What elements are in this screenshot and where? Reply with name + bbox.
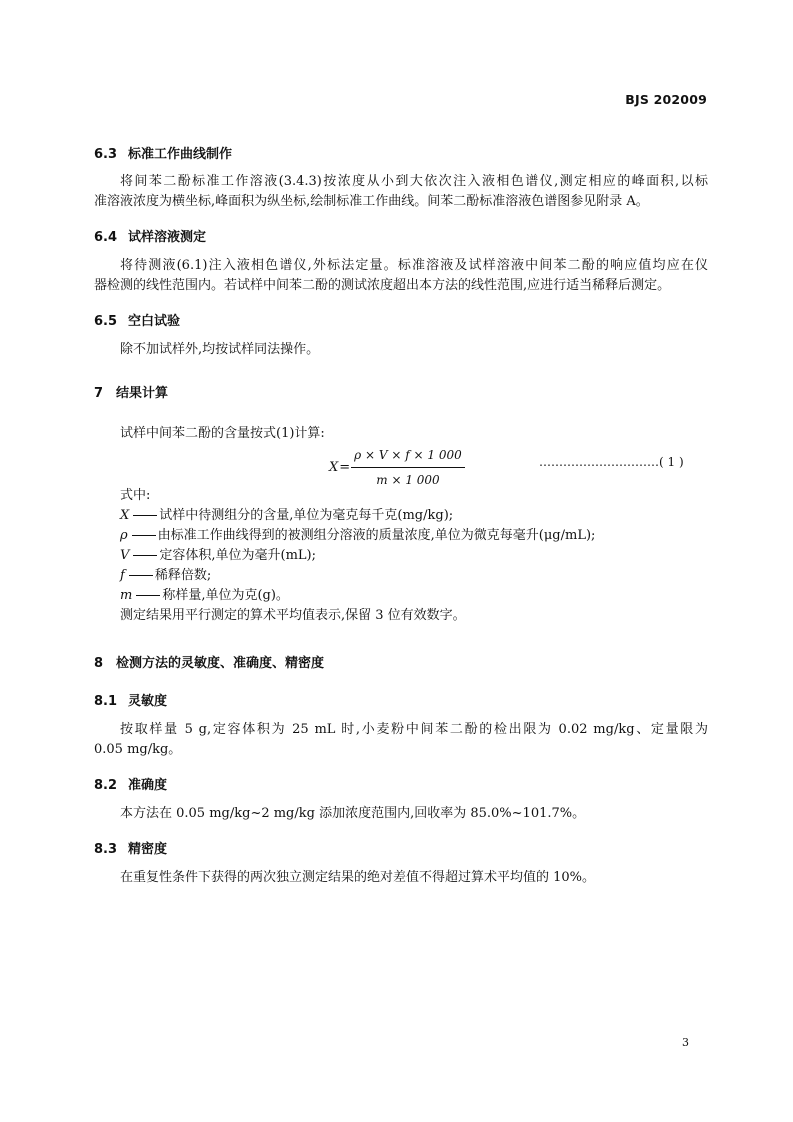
section-number: 6.3 [94,147,118,162]
variable-description: 称样量,单位为克(g)。 [162,588,289,603]
section-number: 6.4 [94,230,118,245]
equation-number: ( 1 ) [659,455,684,469]
formula-lhs: X [329,459,339,475]
section-title: 空白试验 [128,314,181,329]
section-6-4-heading [94,226,206,245]
formula-number [539,452,684,472]
section-title: 标准工作曲线制作 [128,147,233,162]
s63-line1: 将间苯二酚标准工作溶液(3.4.3)按浓度从小到大依次注入液相色谱仪,测定相应的峰面积,以标 [120,174,708,189]
em-dash [133,515,157,516]
variable-row [120,506,453,526]
section-title: 准确度 [128,778,168,793]
variable-row [120,586,289,606]
section-number: 8.1 [94,694,118,709]
section-number: 6.5 [94,314,118,329]
variable-symbol: ρ [120,528,128,543]
variable-symbol: f [120,568,125,583]
variable-symbol: m [120,588,133,603]
s82-line1: 本方法在 0.05 mg/kg~2 mg/kg 添加浓度范围内,回收率为 85.0%~101.7%。 [120,806,586,821]
variable-description: 试样中待测组分的含量,单位为毫克每千克(mg/kg); [159,508,454,523]
s83-line1: 在重复性条件下获得的两次独立测定结果的绝对差值不得超过算术平均值的 10%。 [120,870,596,885]
section-8-1-heading [94,690,167,709]
section-7-heading [94,382,168,401]
section-number: 7 [94,386,104,401]
variable-row [120,566,211,586]
section-8-heading [94,652,324,671]
variable-description: 定容体积,单位为毫升(mL); [159,548,317,563]
variable-symbol: V [120,548,130,563]
formula-numerator: ρ × V × f × 1 000 [351,445,465,468]
section-title: 试样溶液测定 [128,230,207,245]
section-number: 8 [94,656,104,671]
section-8-3-heading [94,838,167,857]
em-dash [136,595,160,596]
s81-line2: 0.05 mg/kg。 [94,742,182,757]
section-number: 8.2 [94,778,118,793]
formula-fraction [351,445,465,490]
section-title: 结果计算 [116,386,169,401]
em-dash [129,575,153,576]
formula-equals: = [339,459,351,475]
section-number: 8.3 [94,842,118,857]
s81-line1: 按取样量 5 g,定容体积为 25 mL 时,小麦粉中间苯二酚的检出限为 0.02 mg/kg、定量限为 [120,722,708,737]
variable-description: 由标准工作曲线得到的被测组分溶液的质量浓度,单位为微克每毫升(μg/mL); [157,528,596,543]
variable-symbol: X [120,508,130,523]
em-dash [133,555,157,556]
s65-line1: 除不加试样外,均按试样同法操作。 [120,342,320,357]
em-dash [132,535,156,536]
s64-line1: 将待测液(6.1)注入液相色谱仪,外标法定量。标准溶液及试样溶液中间苯二酚的响应值均应在仪 [120,258,708,273]
variable-row [120,546,316,566]
variable-description: 稀释倍数; [154,568,212,583]
section-title: 灵敏度 [128,694,168,709]
formula-intro: 试样中间苯二酚的含量按式(1)计算: [120,426,325,441]
section-6-3-heading [94,143,232,162]
document-code: BJS 202009 [625,92,707,107]
where-label: 式中: [120,488,151,503]
section-8-2-heading [94,774,167,793]
s63-line2: 准溶液浓度为横坐标,峰面积为纵坐标,绘制标准工作曲线。间苯二酚标准溶液色谱图参见附录 A。 [94,194,649,209]
s64-line2: 器检测的线性范围内。若试样中间苯二酚的测试浓度超出本方法的线性范围,应进行适当稀释后测定。 [94,278,671,293]
section-title: 检测方法的灵敏度、准确度、精密度 [116,656,325,671]
variable-row [120,526,595,546]
section-title: 精密度 [128,842,168,857]
formula [329,445,465,490]
formula-denominator: m × 1 000 [376,473,440,487]
page-number: 3 [682,1036,689,1049]
result-note: 测定结果用平行测定的算术平均值表示,保留 3 位有效数字。 [120,608,466,623]
section-6-5-heading [94,310,180,329]
formula-leader: ………………………… [539,455,659,469]
